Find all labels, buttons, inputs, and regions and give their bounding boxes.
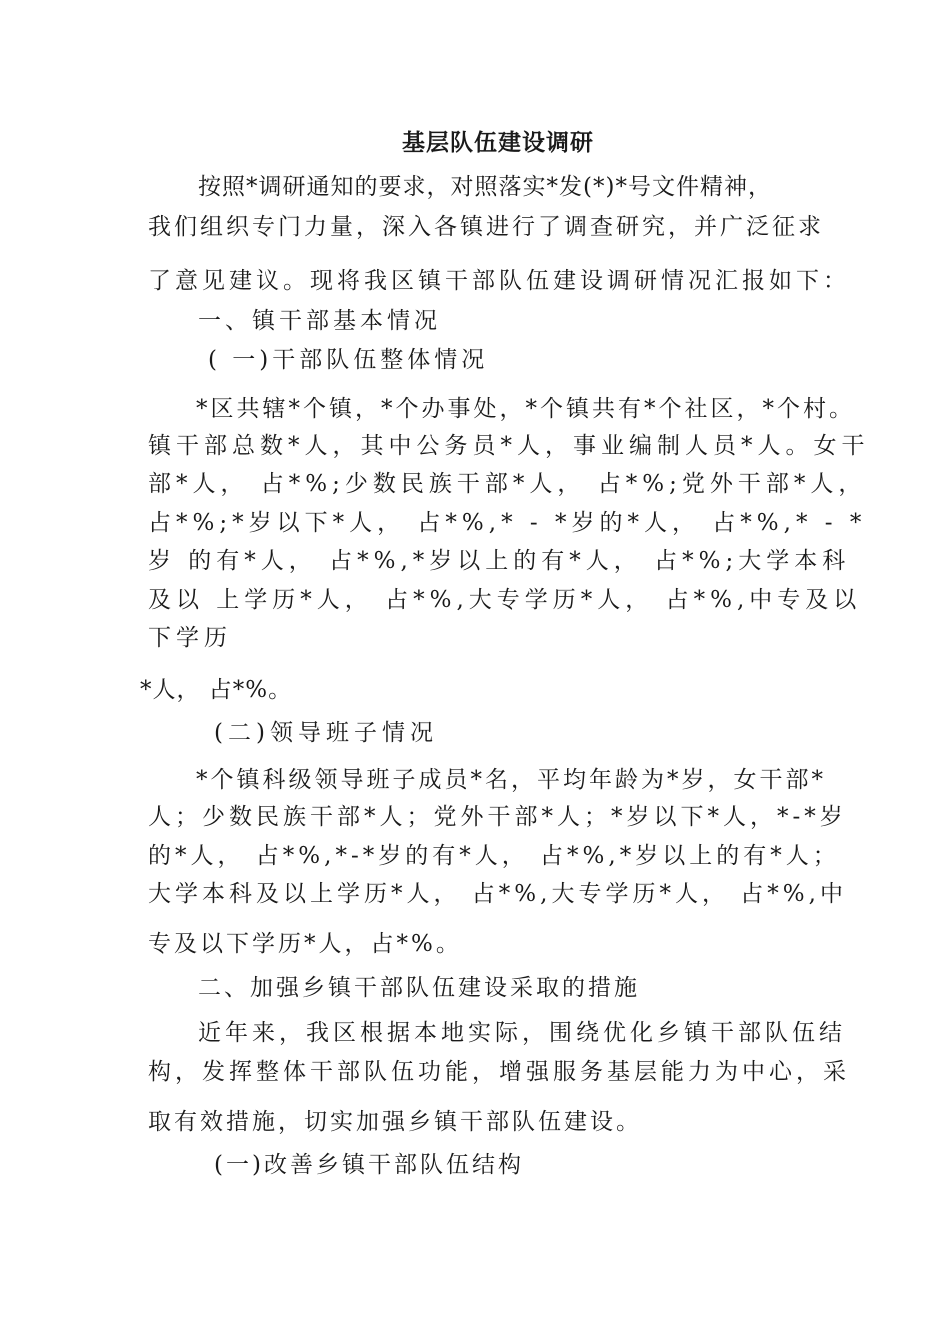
paragraph-line: 下学历 <box>148 625 232 651</box>
paragraph-line: 的*人， 占*%,*-*岁的有*人， 占*%,*岁以上的有*人； <box>148 843 840 869</box>
paragraph-line: 专及以下学历*人，占*%。 <box>148 931 462 957</box>
paragraph-line: 我们组织专门力量，深入各镇进行了调查研究，并广泛征求 <box>148 214 824 240</box>
paragraph-line: 大学本科及以上学历*人， 占*%,大专学历*人， 占*%,中 <box>148 881 847 907</box>
paragraph-line: *个镇科级领导班子成员*名，平均年龄为*岁，女干部* <box>196 767 826 793</box>
section-heading: 二、加强乡镇干部队伍建设采取的措施 <box>198 975 640 1001</box>
subsection-heading: (一)改善乡镇干部队伍结构 <box>214 1152 524 1178</box>
paragraph-line: 及以 上学历*人， 占*%,大专学历*人， 占*%,中专及以 <box>148 587 862 613</box>
subsection-heading: (二)领导班子情况 <box>214 720 438 746</box>
section-heading: 一、镇干部基本情况 <box>198 308 441 334</box>
document-title: 基层队伍建设调研 <box>402 129 594 156</box>
paragraph-line: 近年来，我区根据本地实际，围绕优化乡镇干部队伍结 <box>198 1020 846 1046</box>
paragraph-line: 人；少数民族干部*人；党外干部*人；*岁以下*人，*-*岁 <box>148 804 847 830</box>
paragraph-line: 按照*调研通知的要求，对照落实*发(*)*号文件精神， <box>198 174 772 200</box>
paragraph-line: 部*人， 占*%;少数民族干部*人， 占*%;党外干部*人， <box>148 471 867 497</box>
subsection-heading: ( 一)干部队伍整体情况 <box>208 347 489 373</box>
paragraph-line: 岁 的有*人， 占*%,*岁以上的有*人， 占*%;大学本科 <box>148 548 851 574</box>
paragraph-line: *区共辖*个镇，*个办事处，*个镇共有*个社区，*个村。 <box>196 396 855 422</box>
paragraph-line: 构，发挥整体干部队伍功能，增强服务基层能力为中心，采 <box>148 1059 850 1085</box>
paragraph-line: 占*%;*岁以下*人， 占*%,* - *岁的*人， 占*%,* - * <box>148 510 867 536</box>
paragraph-line: 镇干部总数*人，其中公务员*人，事业编制人员*人。女干 <box>148 433 870 459</box>
paragraph-line: *人， 占*%。 <box>140 677 293 703</box>
paragraph-line: 了意见建议。现将我区镇干部队伍建设调研情况汇报如下： <box>148 268 850 294</box>
paragraph-line: 取有效措施，切实加强乡镇干部队伍建设。 <box>148 1109 642 1135</box>
